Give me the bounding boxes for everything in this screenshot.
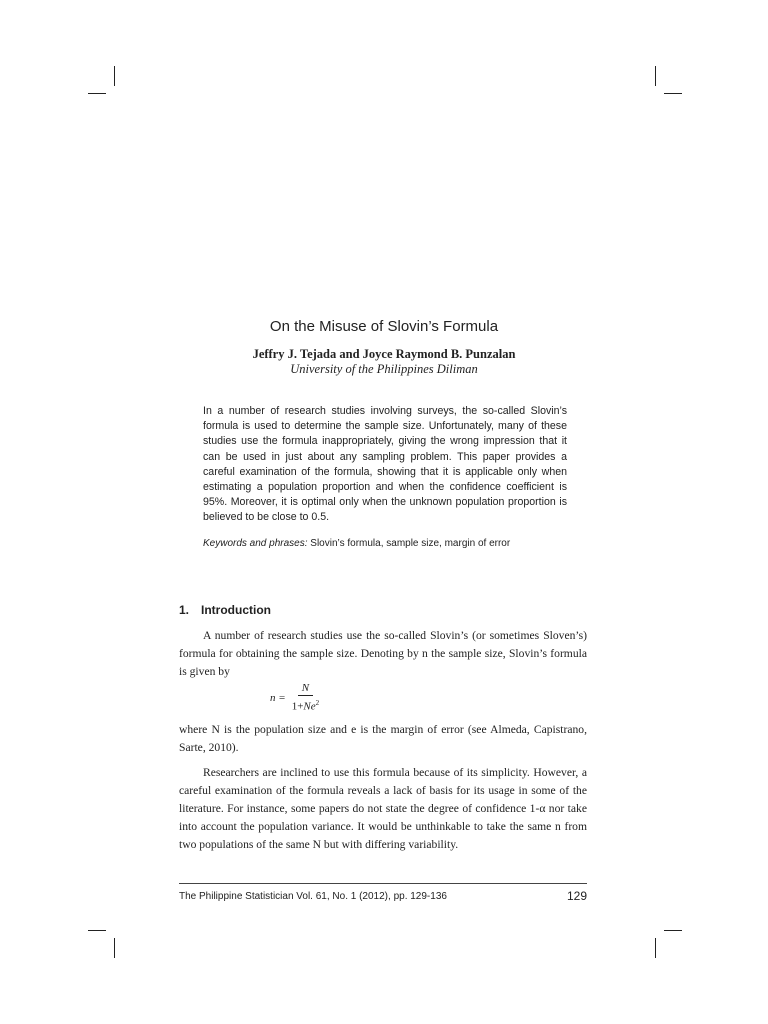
slovin-formula — [270, 682, 319, 714]
formula-lhs: n = — [270, 691, 286, 704]
formula-den-exp: 2 — [315, 699, 320, 707]
page-number: 129 — [566, 889, 587, 903]
keywords-text: Slovin’s formula, sample size, margin of error — [307, 538, 511, 549]
paper-affiliation: University of the Philippines Diliman — [290, 362, 478, 376]
abstract: In a number of research studies involving surveys, the so-called Slovin’s formula is used to determine the sample size. Unfortunately, many of these studies use the formula inappropriately, giving the wrong impression that it can be used in just about any sampling problem. This paper provides a careful examination of the formula, showing that it is applicable only when estimating a population proportion and when the confidence coefficient is 95%. Moreover, it is optimal only when the unknown population proportion is believed to be close to 0.5. — [203, 405, 567, 524]
formula-numerator: N — [298, 682, 313, 696]
paragraph-researchers: Researchers are inclined to use this formula because of its simplicity. However, a careful examination of the formula reveals a lack of basis for its usage in some of the literature. For instance, some papers do not state the degree of confidence 1-α nor take into account the population variance. It would be unthinkable to take the same n from two populations of the same N but with differing variability. — [179, 766, 587, 851]
crop-mark — [664, 93, 682, 94]
section-heading — [179, 603, 271, 617]
keywords-label: Keywords and phrases: — [203, 538, 308, 549]
formula-fraction — [292, 682, 319, 714]
section-title: Introduction — [201, 603, 271, 617]
keywords — [203, 538, 567, 549]
crop-mark — [88, 930, 106, 931]
paper-authors: Jeffry J. Tejada and Joyce Raymond B. Punzalan — [252, 347, 516, 361]
section-number: 1. — [179, 603, 190, 617]
paper-title: On the Misuse of Slovin’s Formula — [269, 318, 499, 335]
paragraph-where: where N is the population size and e is the margin of error (see Almeda, Capistrano, Sarte, 2010). — [179, 723, 587, 754]
crop-mark — [114, 66, 115, 86]
crop-mark — [655, 938, 656, 958]
footer-rule — [179, 883, 587, 884]
paragraph-intro: A number of research studies use the so-called Slovin’s (or sometimes Sloven’s) formula for obtaining the sample size. Denoting by n the sample size, Slovin’s formula is given by — [179, 629, 587, 678]
crop-mark — [664, 930, 682, 931]
crop-mark — [655, 66, 656, 86]
formula-denominator — [292, 696, 319, 714]
formula-den-prefix: 1+ — [291, 700, 304, 713]
crop-mark — [88, 93, 106, 94]
crop-mark — [114, 938, 115, 958]
formula-den-var: Ne — [303, 700, 316, 713]
footer-citation: The Philippine Statistician Vol. 61, No. 1 (2012), pp. 129-136 — [179, 891, 447, 902]
